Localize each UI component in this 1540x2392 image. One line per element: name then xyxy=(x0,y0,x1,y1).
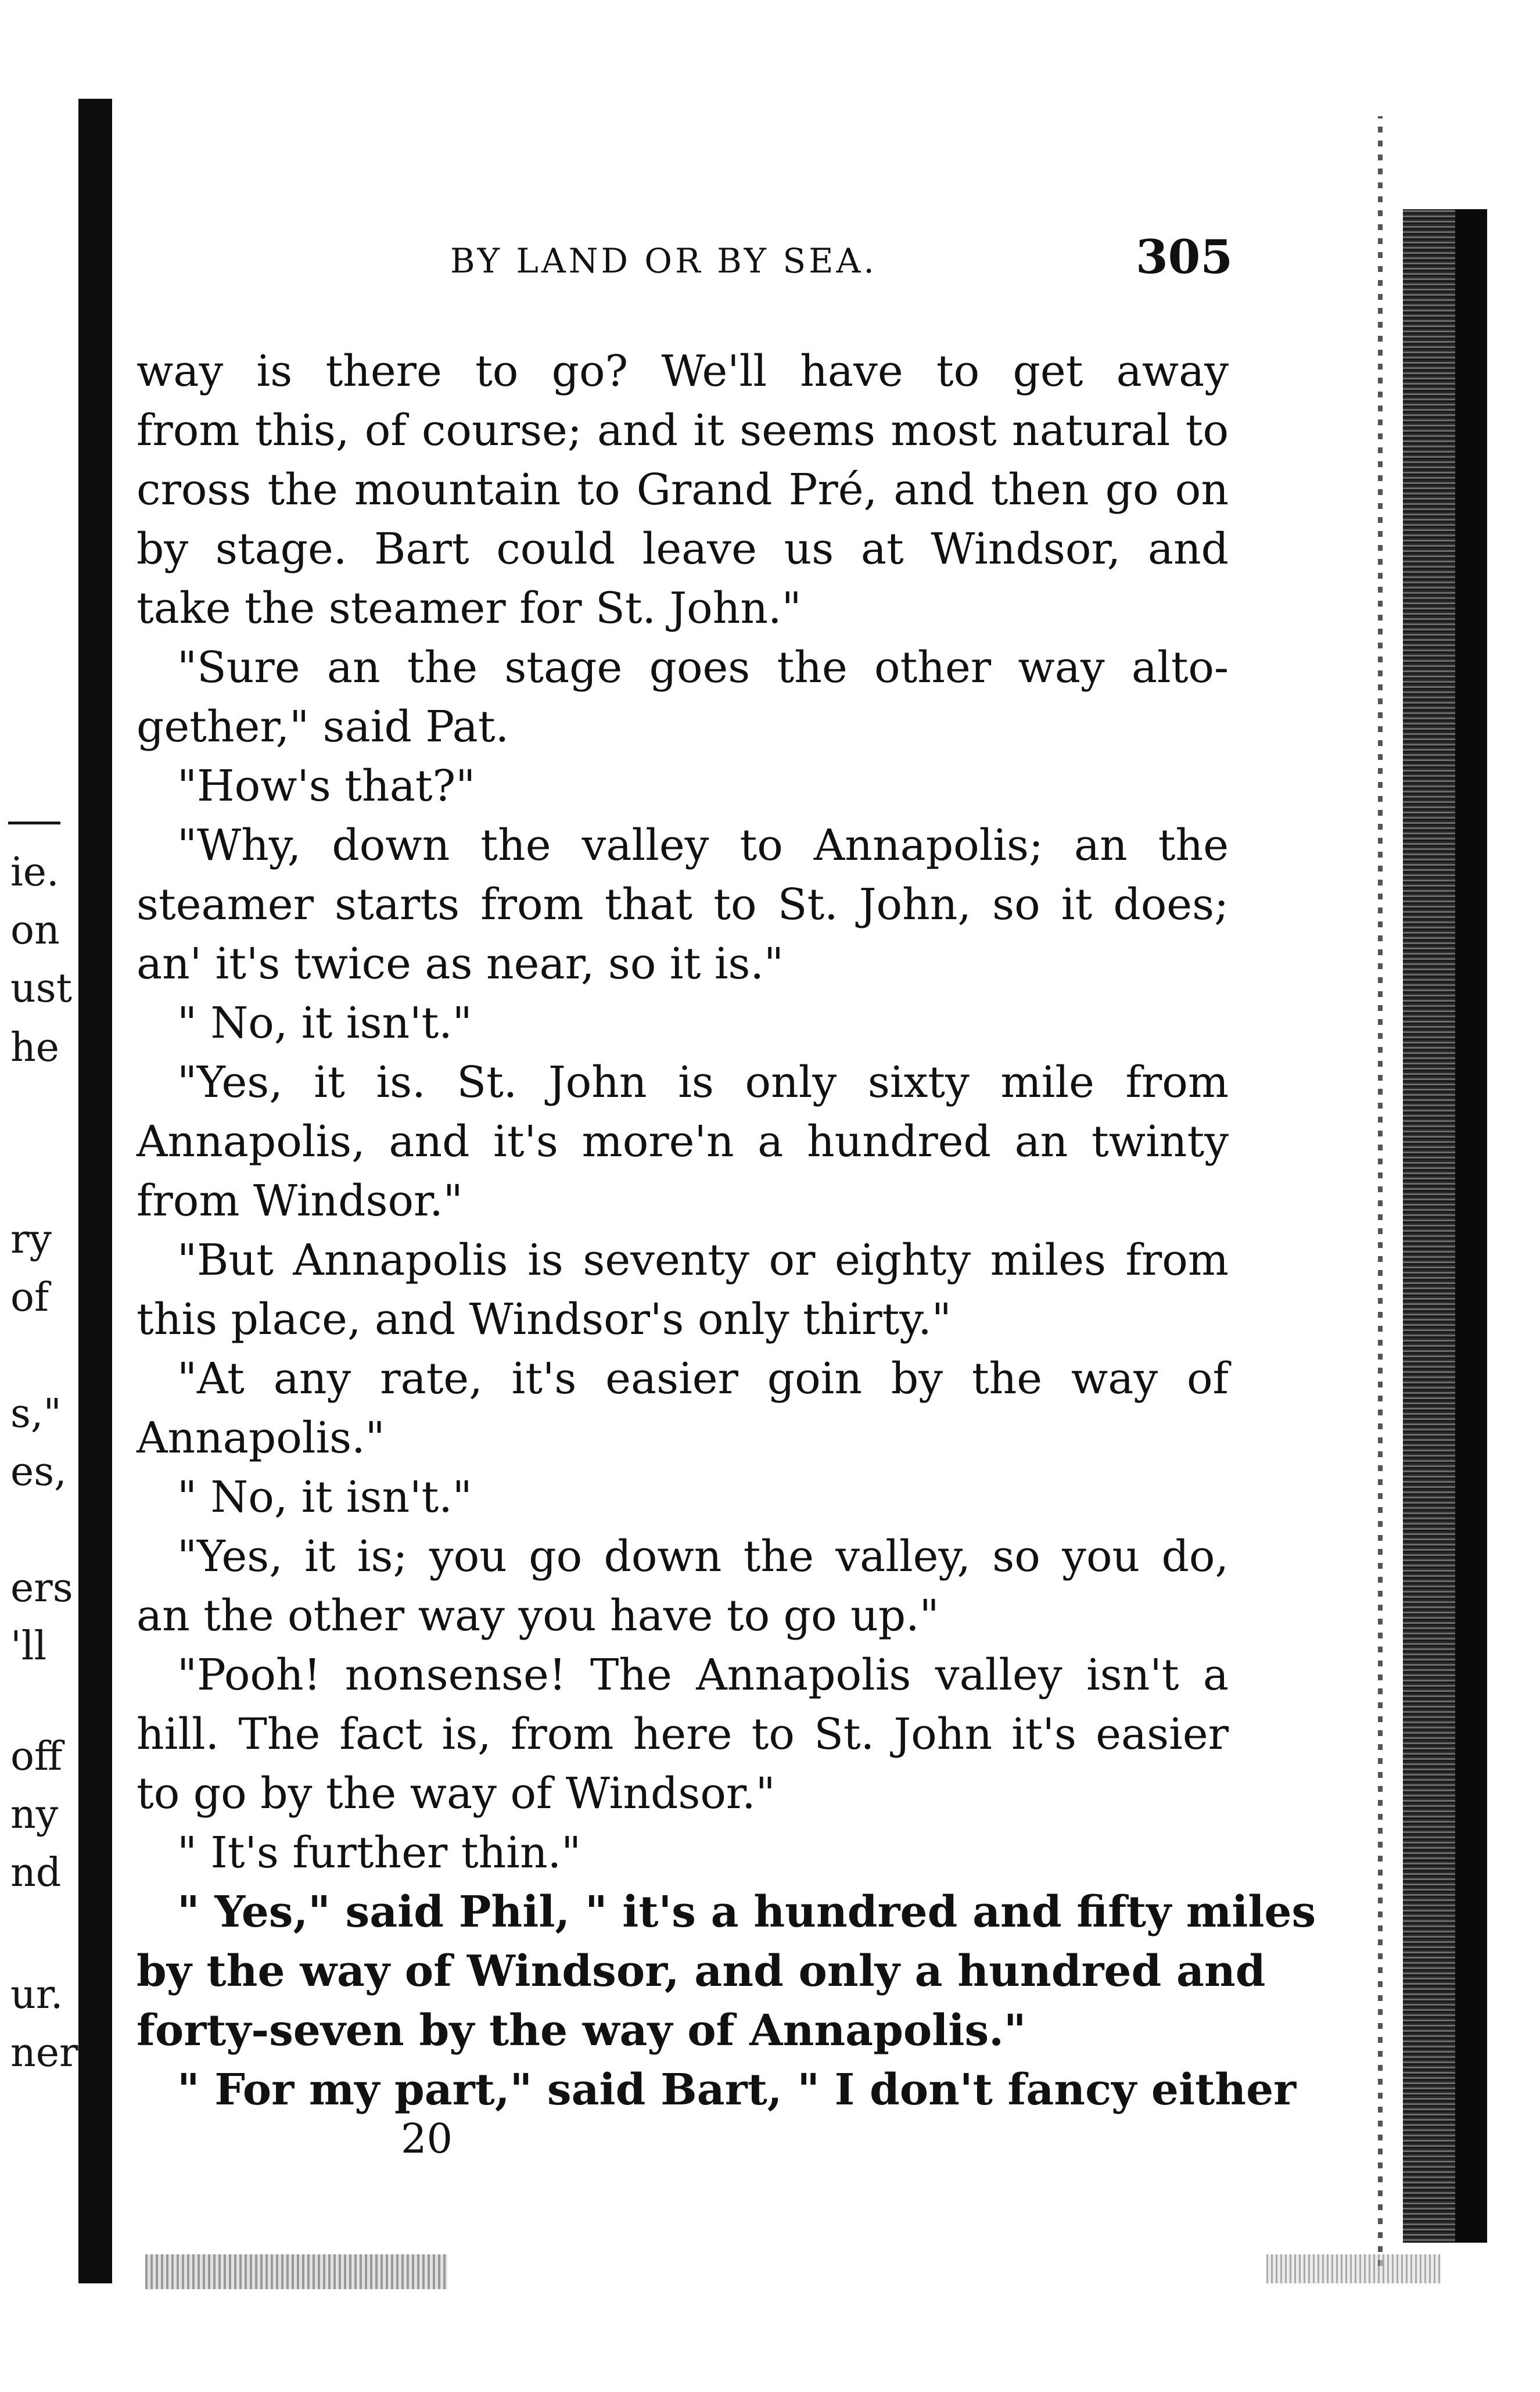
text-line: " For my part," said Bart, " I don't fancy either xyxy=(177,2065,1297,2115)
facing-fragment: ry xyxy=(10,1217,52,1263)
text-line: " It's further thin." xyxy=(177,1828,581,1878)
text-line: "Yes, it is; you go down the valley, so you do, xyxy=(177,1532,1229,1581)
facing-fragment: ers xyxy=(10,1565,73,1611)
text-line: way is there to go? We'll have to get away xyxy=(137,346,1229,396)
facing-fragment: s," xyxy=(10,1391,62,1437)
facing-page-margin xyxy=(0,0,81,2392)
running-header: BY LAND OR BY SEA. xyxy=(450,241,877,281)
facing-fragment: ur. xyxy=(10,1972,63,2018)
text-line: "How's that?" xyxy=(177,761,476,811)
text-line: from Windsor." xyxy=(137,1176,463,1226)
text-line: hill. The fact is, from here to St. John it's easier xyxy=(137,1709,1229,1759)
text-line: "At any rate, it's easier goin by the way of xyxy=(177,1354,1229,1404)
facing-fragment: ust xyxy=(10,966,73,1012)
text-line: "Why, down the valley to Annapolis; an the xyxy=(177,820,1229,870)
binding-shadow xyxy=(78,99,112,2283)
bottom-smudge-right xyxy=(1266,2254,1441,2283)
text-line: "But Annapolis is seventy or eighty miles from xyxy=(177,1235,1229,1285)
facing-fragment: of xyxy=(10,1275,49,1321)
facing-fragment: ny xyxy=(10,1792,59,1838)
text-line: by the way of Windsor, and only a hundred and xyxy=(137,1946,1266,1996)
page-edge-line xyxy=(1378,116,1383,2266)
facing-fragment: ie. xyxy=(10,849,59,895)
page-edge-dark xyxy=(1455,209,1487,2243)
text-line: Annapolis." xyxy=(137,1413,385,1463)
text-line: by stage. Bart could leave us at Windsor, and xyxy=(137,524,1229,574)
text-line: take the steamer for St. John." xyxy=(137,583,802,633)
text-line: "Yes, it is. St. John is only sixty mile from xyxy=(177,1057,1229,1107)
body-text xyxy=(137,342,1316,2120)
facing-fragment: he xyxy=(10,1025,60,1071)
text-line: an the other way you have to go up." xyxy=(137,1591,939,1641)
text-line: " No, it isn't." xyxy=(177,1472,472,1522)
text-line: this place, and Windsor's only thirty." xyxy=(137,1294,952,1344)
bottom-smudge xyxy=(145,2254,447,2289)
signature-mark: 20 xyxy=(401,2115,453,2163)
facing-fragment: ner xyxy=(10,2030,78,2076)
text-line: gether," said Pat. xyxy=(137,702,509,752)
text-line: from this, of course; and it seems most natural to xyxy=(137,406,1229,456)
text-line: forty-seven by the way of Annapolis." xyxy=(137,2006,1026,2056)
text-line: to go by the way of Windsor." xyxy=(137,1769,776,1819)
facing-page-rule xyxy=(8,822,60,824)
facing-fragment: off xyxy=(10,1734,63,1780)
facing-fragment: 'll xyxy=(10,1623,47,1669)
text-line: steamer starts from that to St. John, so it does; xyxy=(137,880,1229,930)
text-line: Annapolis, and it's more'n a hundred an twinty xyxy=(137,1117,1229,1167)
text-line: cross the mountain to Grand Pré, and then go on xyxy=(137,465,1229,515)
text-line: "Sure an the stage goes the other way alto- xyxy=(177,643,1229,693)
facing-fragment: on xyxy=(10,908,60,953)
facing-fragment: es, xyxy=(10,1449,67,1495)
page-number: 305 xyxy=(1136,229,1233,284)
text-line: "Pooh! nonsense! The Annapolis valley isn't a xyxy=(177,1650,1229,1700)
facing-fragment: nd xyxy=(10,1850,62,1896)
text-line: " No, it isn't." xyxy=(177,998,472,1048)
text-line: " Yes," said Phil, " it's a hundred and fifty miles xyxy=(177,1887,1316,1937)
text-line: an' it's twice as near, so it is." xyxy=(137,939,784,989)
